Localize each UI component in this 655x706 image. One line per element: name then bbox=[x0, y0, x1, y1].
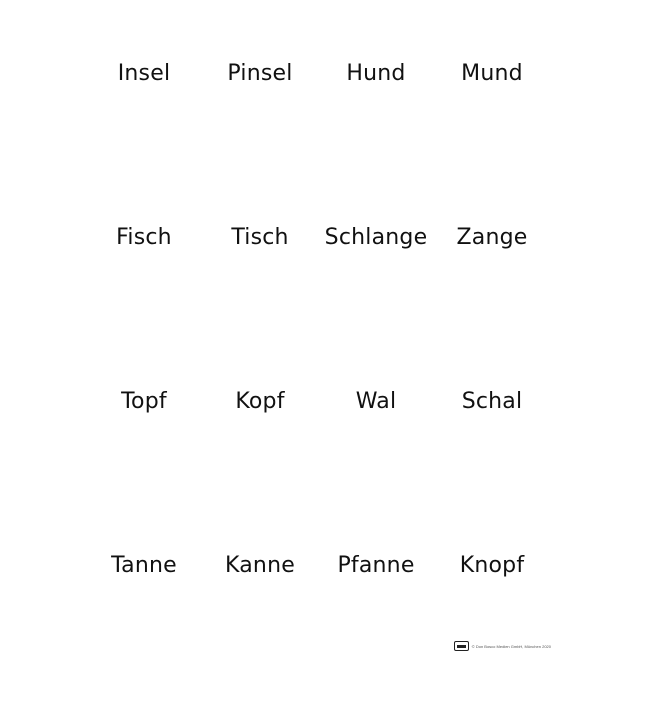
word-card: Topf bbox=[121, 389, 167, 414]
word-cell bbox=[202, 542, 318, 706]
word-cell bbox=[434, 378, 550, 542]
word-cell bbox=[86, 542, 202, 706]
word-card: Schlange bbox=[324, 225, 428, 250]
word-cell bbox=[434, 214, 550, 378]
word-cell bbox=[434, 50, 550, 214]
word-card: Insel bbox=[117, 61, 171, 86]
word-cell bbox=[318, 214, 434, 378]
word-cell bbox=[434, 542, 550, 706]
word-card: Knopf bbox=[459, 553, 525, 578]
word-card: Kopf bbox=[235, 389, 285, 414]
footer bbox=[454, 641, 551, 651]
word-card: Pinsel bbox=[227, 61, 293, 86]
word-cell bbox=[318, 50, 434, 214]
word-card: Tanne bbox=[111, 553, 177, 578]
logo-mark bbox=[457, 645, 466, 648]
word-cell bbox=[86, 50, 202, 214]
copyright-text: © Don Bosco Medien GmbH, München 2020 bbox=[471, 643, 551, 649]
word-cell bbox=[86, 378, 202, 542]
word-grid bbox=[86, 50, 550, 600]
word-cell bbox=[202, 50, 318, 214]
word-cell bbox=[86, 214, 202, 378]
word-card: Fisch bbox=[116, 225, 172, 250]
word-cell bbox=[202, 378, 318, 542]
word-card: Pfanne bbox=[337, 553, 415, 578]
word-card: Zange bbox=[456, 225, 528, 250]
word-card: Wal bbox=[355, 389, 397, 414]
word-card: Hund bbox=[346, 61, 406, 86]
word-card: Schal bbox=[461, 389, 523, 414]
word-card: Tisch bbox=[231, 225, 289, 250]
word-cell bbox=[202, 214, 318, 378]
word-cell bbox=[318, 542, 434, 706]
word-cell bbox=[318, 378, 434, 542]
word-card: Mund bbox=[461, 61, 523, 86]
publisher-logo-icon bbox=[454, 641, 469, 651]
word-card: Kanne bbox=[225, 553, 295, 578]
